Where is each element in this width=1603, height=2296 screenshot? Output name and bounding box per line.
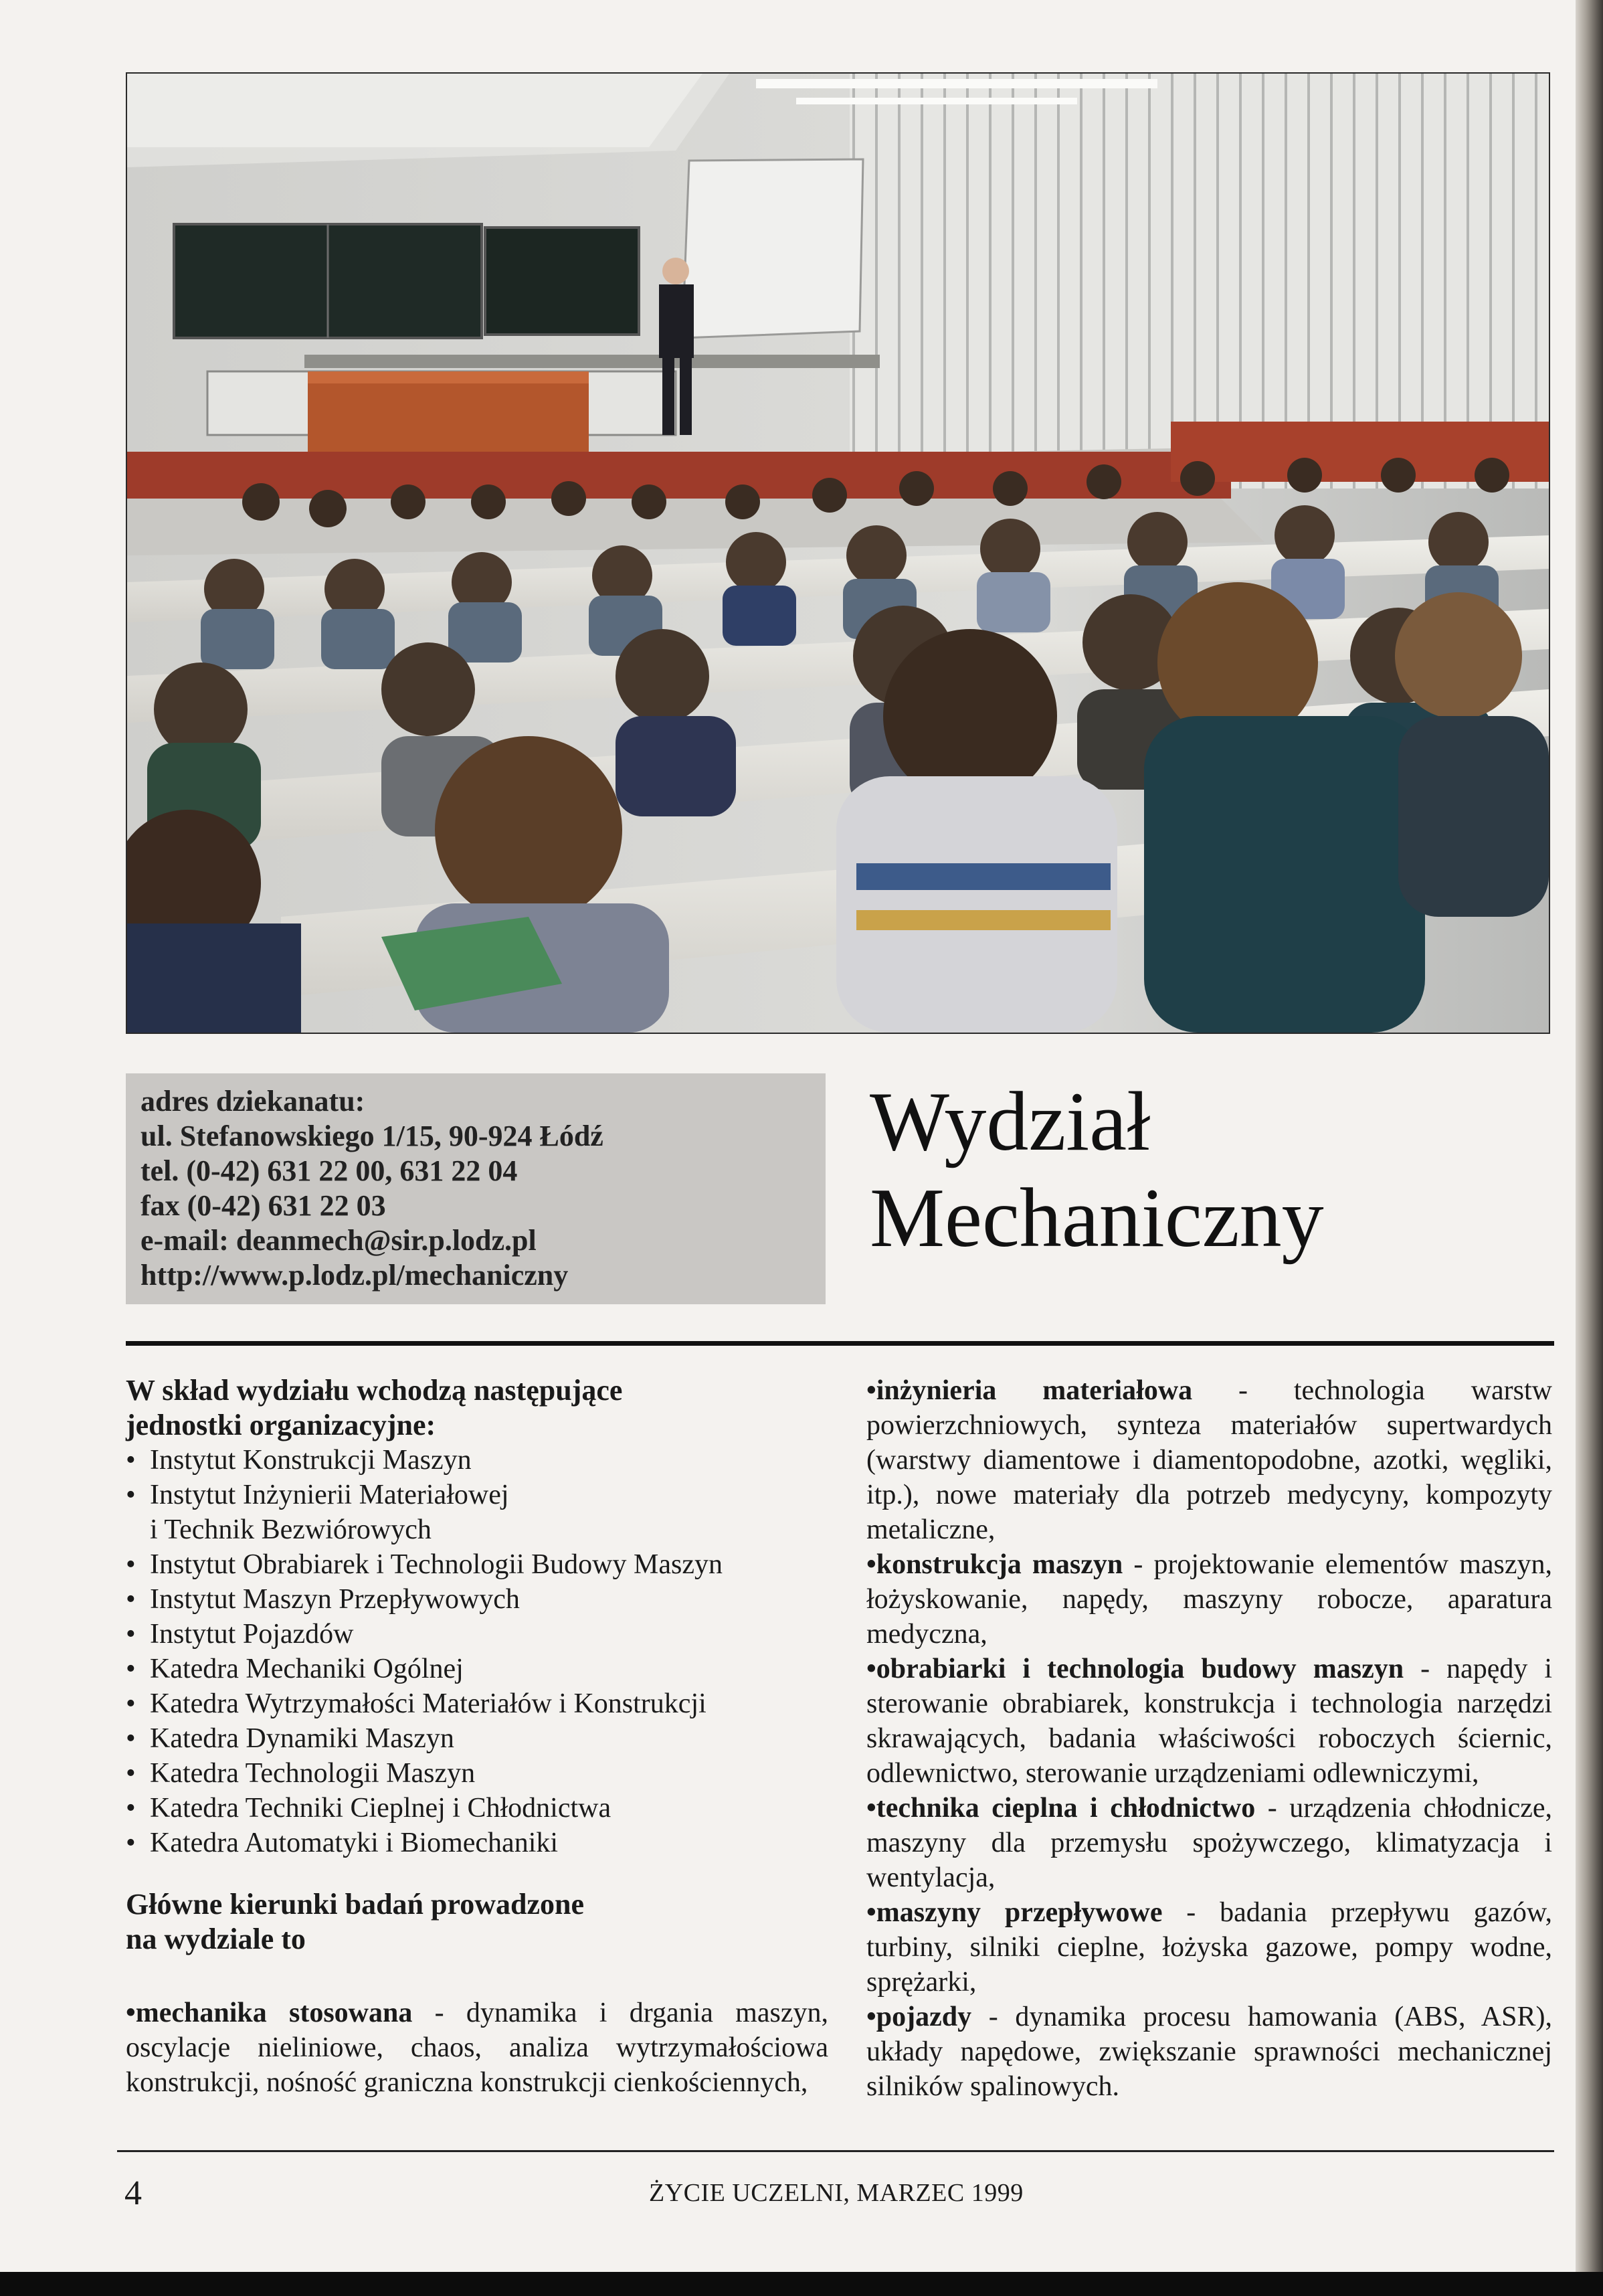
research-item-machine-tools xyxy=(866,1652,1552,1791)
spacer xyxy=(126,1957,828,1996)
units-heading-line-2: jednostki organizacyjne: xyxy=(126,1409,436,1441)
list-item: • Instytut Konstrukcji Maszyn xyxy=(126,1443,828,1478)
research-heading-line-2: na wydziale to xyxy=(126,1923,306,1955)
research-keyword: • pojazdy xyxy=(866,2002,971,2032)
research-keyword: • technika cieplna i chłodnictwo xyxy=(866,1793,1255,1824)
units-list xyxy=(126,1443,828,1860)
list-item: • Instytut Inżynierii Materiałowej xyxy=(126,1478,828,1512)
list-item: • Katedra Wytrzymałości Materiałów i Konstrukcji xyxy=(126,1686,828,1721)
research-keyword: • konstrukcja maszyn xyxy=(866,1549,1123,1580)
scan-bottom-edge xyxy=(0,2272,1603,2296)
spacer xyxy=(126,1860,828,1887)
research-description: - projektowanie elementów maszyn, łożyskowanie, napędy, maszyny robocze, aparatura medyczna, xyxy=(866,1549,1553,1650)
research-keyword: • maszyny przepływowe xyxy=(866,1897,1162,1928)
research-item-applied-mechanics xyxy=(126,1996,828,2100)
research-heading-line-1: Główne kierunki badań prowadzone xyxy=(126,1888,585,1921)
list-item-continuation: i Technik Bezwiórowych xyxy=(150,1514,432,1545)
list-item: • Katedra Dynamiki Maszyn xyxy=(126,1721,828,1756)
list-item: • Katedra Technologii Maszyn xyxy=(126,1756,828,1791)
research-description: - dynamika procesu hamowania (ABS, ASR), układy napędowe, zwiększanie sprawności mechanicznej silników spalinowych. xyxy=(866,2002,1552,2102)
list-item: • Instytut Obrabiarek i Technologii Budowy Maszyn xyxy=(126,1547,828,1582)
list-item: • Katedra Techniki Cieplnej i Chłodnictwa xyxy=(126,1791,828,1826)
publication-footer: ŻYCIE UCZELNI, MARZEC 1999 xyxy=(649,2179,1024,2207)
scan-edge xyxy=(1576,0,1603,2296)
divider-top xyxy=(126,1341,1554,1346)
list-item: • Instytut Maszyn Przepływowych xyxy=(126,1582,828,1617)
title-line-1: Wydział xyxy=(870,1075,1151,1168)
list-item: • Instytut Pojazdów xyxy=(126,1617,828,1652)
title-line-2: Mechaniczny xyxy=(870,1172,1324,1265)
dean-office-address-box xyxy=(126,1073,826,1304)
divider-bottom xyxy=(117,2150,1554,2152)
research-keyword: • obrabiarki i technologia budowy maszyn xyxy=(866,1654,1404,1684)
address-email[interactable]: e-mail: deanmech@sir.p.lodz.pl xyxy=(140,1224,537,1257)
research-description: - urządzenia chłodnicze, maszyny dla przemysłu spożywczego, klimatyzacja i wentylacja, xyxy=(866,1793,1552,1893)
research-keyword: • inżynieria materiałowa xyxy=(866,1375,1192,1406)
left-column xyxy=(126,1373,828,2100)
address-phone: tel. (0-42) 631 22 00, 631 22 04 xyxy=(140,1154,518,1187)
research-description: - napędy i sterowanie obrabiarek, konstrukcja i technologia narzędzi skrawających, badania właściwości roboczych ściernic, odlewnictwo, sterowanie urządzeniami odlewniczymi, xyxy=(866,1654,1552,1789)
page-title xyxy=(870,1074,1539,1267)
page-number: 4 xyxy=(124,2174,142,2212)
units-heading xyxy=(126,1373,828,1443)
research-item-materials-engineering xyxy=(866,1373,1552,1547)
units-heading-line-1: W skład wydziału wchodzą następujące xyxy=(126,1374,623,1407)
address-street: ul. Stefanowskiego 1/15, 90-924 Łódź xyxy=(140,1120,603,1152)
research-description: - technologia warstw powierzchniowych, synteza materiałów supertwardych (warstwy diamentowe i diamentopodobne, azotki, węgliki, itp.), nowe materiały dla potrzeb medycyny, kompozyty metaliczne, xyxy=(866,1375,1552,1545)
list-item: • Katedra Automatyki i Biomechaniki xyxy=(126,1826,828,1860)
research-item-heat-refrigeration xyxy=(866,1791,1552,1895)
address-website[interactable]: http://www.p.lodz.pl/mechaniczny xyxy=(140,1259,569,1292)
research-description: - badania przepływu gazów, turbiny, silniki cieplne, łożyska gazowe, pompy wodne, sprężarki, xyxy=(866,1897,1552,1998)
lecture-hall-photo xyxy=(126,72,1550,1034)
right-column xyxy=(866,1373,1552,2104)
research-keyword: • mechanika stosowana xyxy=(126,1998,412,2028)
research-item-flow-machines xyxy=(866,1895,1552,2000)
address-label: adres dziekanatu: xyxy=(140,1085,365,1118)
research-item-vehicles xyxy=(866,2000,1552,2104)
research-description: - dynamika i drgania maszyn, oscylacje nieliniowe, chaos, analiza wytrzymałościowa konstrukcji, nośność graniczna konstrukcji cienkościennych, xyxy=(126,1998,828,2098)
research-item-machine-design xyxy=(866,1547,1552,1652)
address-fax: fax (0-42) 631 22 03 xyxy=(140,1189,386,1222)
list-item: • Katedra Mechaniki Ogólnej xyxy=(126,1652,828,1686)
research-heading xyxy=(126,1887,828,1957)
